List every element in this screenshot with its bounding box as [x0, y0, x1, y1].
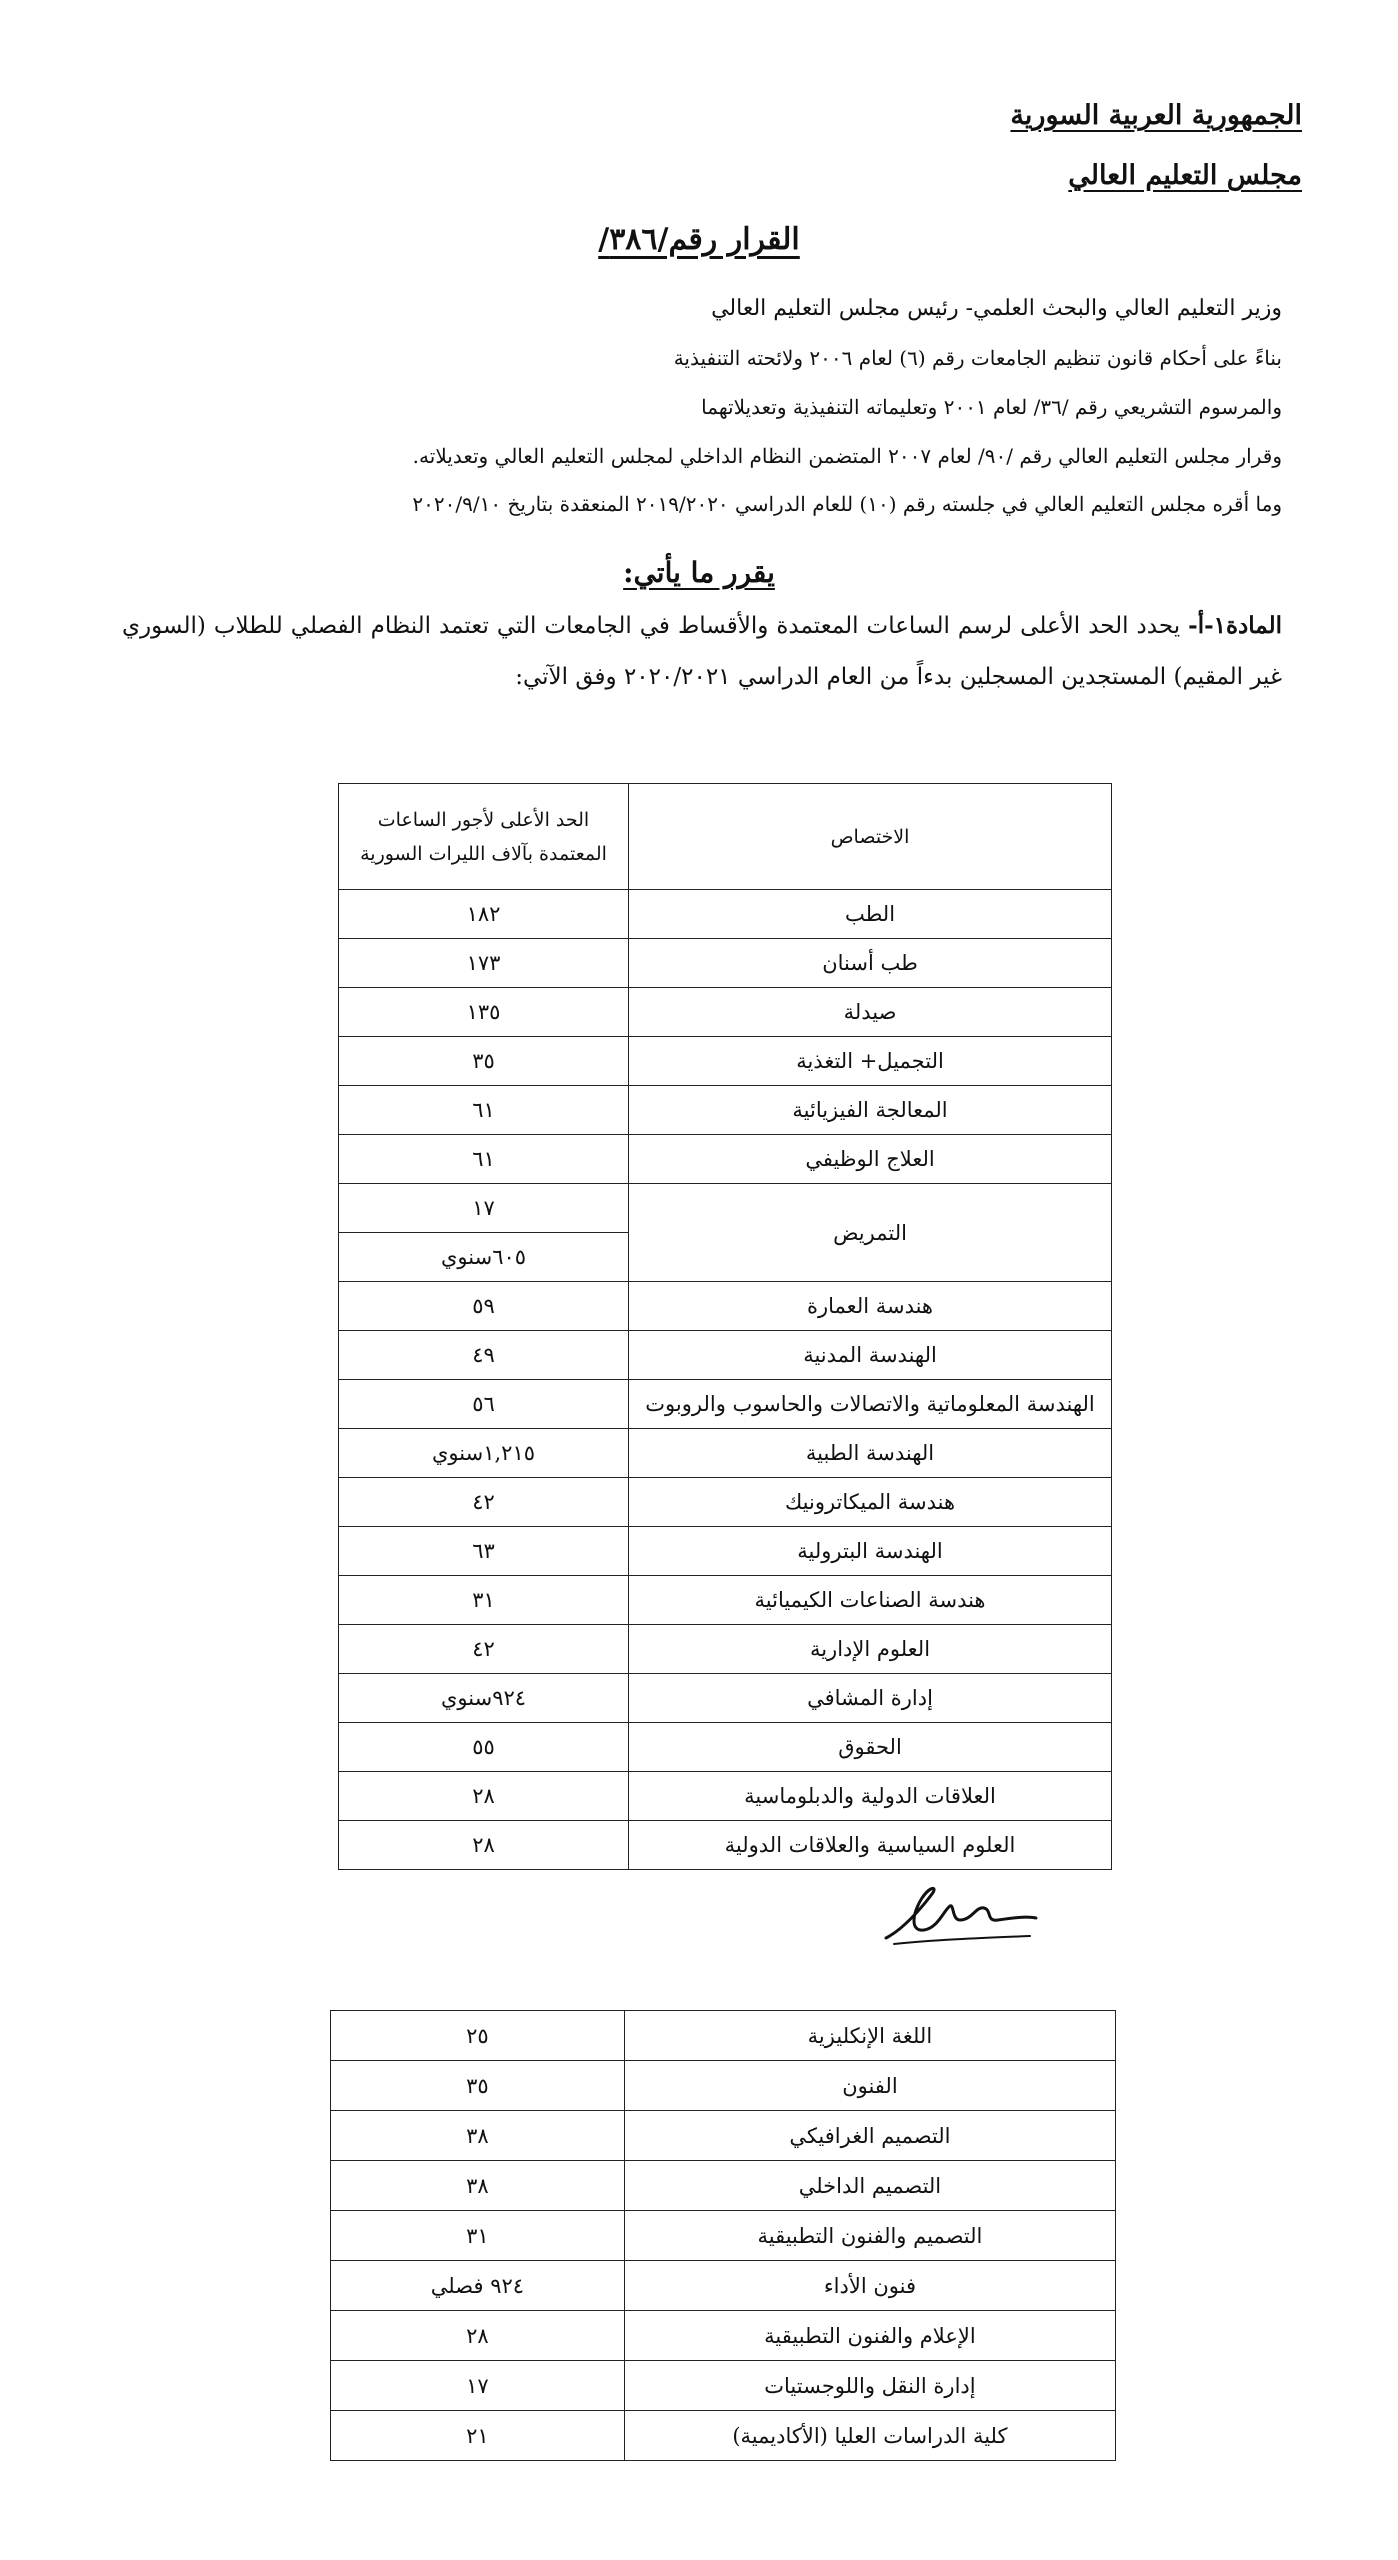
- table-row: [339, 1086, 1112, 1135]
- table-row: [331, 2111, 1116, 2161]
- table-row: [331, 2161, 1116, 2211]
- column-header-max-fee-line1: الحد الأعلى لأجور الساعات: [377, 808, 590, 831]
- specialization-cell: التصميم الغرافيكي: [624, 2111, 1115, 2161]
- fee-cell: ٥٦: [339, 1380, 629, 1429]
- column-header-max-fee-line2: المعتمدة بآلاف الليرات السورية: [360, 842, 607, 865]
- table-row: [331, 2411, 1116, 2461]
- specialization-cell: الهندسة المعلوماتية والاتصالات والحاسوب والروبوت: [629, 1380, 1112, 1429]
- consideration-3: وقرار مجلس التعليم العالي رقم /٩٠/ لعام ٢٠٠٧ المتضمن النظام الداخلي لمجلس التعليم العالي وتعديلاته.: [412, 444, 1282, 468]
- table-row: [331, 2211, 1116, 2261]
- table-row: [339, 1135, 1112, 1184]
- table-row: [339, 939, 1112, 988]
- fee-cell-annual: ٦٠٥سنوي: [339, 1233, 629, 1282]
- table-row: [331, 2361, 1116, 2411]
- table-row: [331, 2011, 1116, 2061]
- specialization-cell: إدارة النقل واللوجستيات: [624, 2361, 1115, 2411]
- specialization-cell: التصميم الداخلي: [624, 2161, 1115, 2211]
- fee-cell: ٤٢: [339, 1625, 629, 1674]
- fee-cell: ٩٢٤سنوي: [339, 1674, 629, 1723]
- table-row: [339, 1772, 1112, 1821]
- table-row: [339, 1625, 1112, 1674]
- specialization-cell: الهندسة البترولية: [629, 1527, 1112, 1576]
- fee-cell: ١٧: [339, 1184, 629, 1233]
- specialization-cell: المعالجة الفيزيائية: [629, 1086, 1112, 1135]
- fee-cell: ٢٨: [331, 2311, 625, 2361]
- signature: [880, 1880, 1040, 1950]
- table-row: [339, 1674, 1112, 1723]
- specialization-cell: إدارة المشافي: [629, 1674, 1112, 1723]
- fee-cell: ٢٨: [339, 1772, 629, 1821]
- specialization-cell: فنون الأداء: [624, 2261, 1115, 2311]
- specialization-cell: الفنون: [624, 2061, 1115, 2111]
- article-1a: [122, 600, 1282, 703]
- fee-cell: ٦٣: [339, 1527, 629, 1576]
- fee-cell: ٣١: [331, 2211, 625, 2261]
- table-row: [339, 1478, 1112, 1527]
- fee-cell: ٣٨: [331, 2111, 625, 2161]
- fee-cell: ٤٩: [339, 1331, 629, 1380]
- fee-cell: ٢٨: [339, 1821, 629, 1870]
- specialization-cell: العلوم السياسية والعلاقات الدولية: [629, 1821, 1112, 1870]
- table-row: [339, 890, 1112, 939]
- specialization-cell: اللغة الإنكليزية: [624, 2011, 1115, 2061]
- table-row: [339, 1380, 1112, 1429]
- table-row: [339, 1429, 1112, 1478]
- council-heading: مجلس التعليم العالي: [1068, 160, 1302, 191]
- specialization-cell: كلية الدراسات العليا (الأكاديمية): [624, 2411, 1115, 2461]
- specialization-cell: العلوم الإدارية: [629, 1625, 1112, 1674]
- table-row: [339, 1331, 1112, 1380]
- fee-cell: ١٣٥: [339, 988, 629, 1037]
- specialization-cell: هندسة الميكاترونيك: [629, 1478, 1112, 1527]
- fees-table-1: [338, 783, 1112, 1870]
- table-row: [331, 2261, 1116, 2311]
- specialization-cell: الهندسة المدنية: [629, 1331, 1112, 1380]
- fees-table-2: [330, 2010, 1116, 2461]
- consideration-1: بناءً على أحكام قانون تنظيم الجامعات رقم (٦) لعام ٢٠٠٦ ولائحته التنفيذية: [673, 346, 1282, 370]
- fee-cell: ١٨٢: [339, 890, 629, 939]
- fee-cell: ٦١: [339, 1086, 629, 1135]
- table-row: [339, 1821, 1112, 1870]
- specialization-cell: الطب: [629, 890, 1112, 939]
- country-heading: الجمهورية العربية السورية: [1010, 100, 1302, 131]
- fee-cell: ٤٢: [339, 1478, 629, 1527]
- fee-cell: ١٧٣: [339, 939, 629, 988]
- table-header-row: [339, 784, 1112, 890]
- fee-cell: ٣١: [339, 1576, 629, 1625]
- decree-title: القرار رقم/٣٨٦/: [598, 222, 800, 257]
- fee-cell: ٢٥: [331, 2011, 625, 2061]
- table-row: [339, 1037, 1112, 1086]
- column-header-max-fee: [339, 784, 629, 890]
- specialization-cell: هندسة العمارة: [629, 1282, 1112, 1331]
- fee-cell: ٥٩: [339, 1282, 629, 1331]
- specialization-cell: التصميم والفنون التطبيقية: [624, 2211, 1115, 2261]
- table-row: [339, 1723, 1112, 1772]
- fee-cell: ٣٥: [331, 2061, 625, 2111]
- fee-cell: ١٧: [331, 2361, 625, 2411]
- specialization-cell: العلاقات الدولية والدبلوماسية: [629, 1772, 1112, 1821]
- specialization-cell: الحقوق: [629, 1723, 1112, 1772]
- table-row: [339, 1527, 1112, 1576]
- table-row: [339, 988, 1112, 1037]
- specialization-cell: هندسة الصناعات الكيميائية: [629, 1576, 1112, 1625]
- article-label: المادة١-أ-: [1188, 612, 1282, 639]
- decides-heading: يقرر ما يأتي:: [623, 556, 775, 589]
- specialization-cell: طب أسنان: [629, 939, 1112, 988]
- fee-cell: ٥٥: [339, 1723, 629, 1772]
- table-row: [339, 1184, 1112, 1233]
- table-row: [339, 1576, 1112, 1625]
- column-header-specialization: الاختصاص: [629, 784, 1112, 890]
- minister-line: وزير التعليم العالي والبحث العلمي- رئيس مجلس التعليم العالي: [711, 296, 1282, 321]
- fee-cell: ٢١: [331, 2411, 625, 2461]
- specialization-cell: صيدلة: [629, 988, 1112, 1037]
- table-row: [331, 2311, 1116, 2361]
- specialization-cell: التجميل+ التغذية: [629, 1037, 1112, 1086]
- fee-cell: ٦١: [339, 1135, 629, 1184]
- article-text: يحدد الحد الأعلى لرسم الساعات المعتمدة والأقساط في الجامعات التي تعتمد النظام الفصلي للطلاب (السوري غير المقيم) المستجدين المسجلين بدءاً من العام الدراسي ٢٠٢٠/٢٠٢١ وفق الآتي:: [122, 613, 1282, 690]
- specialization-cell: التمريض: [629, 1184, 1112, 1282]
- table-row: [331, 2061, 1116, 2111]
- fee-cell: ٩٢٤ فصلي: [331, 2261, 625, 2311]
- table-row: [339, 1282, 1112, 1331]
- consideration-2: والمرسوم التشريعي رقم /٣٦/ لعام ٢٠٠١ وتعليماته التنفيذية وتعديلاتهما: [701, 395, 1282, 419]
- consideration-4: وما أقره مجلس التعليم العالي في جلسته رقم (١٠) للعام الدراسي ٢٠١٩/٢٠٢٠ المنعقدة بتاريخ ٢٠٢٠/٩/١٠: [412, 492, 1282, 516]
- specialization-cell: العلاج الوظيفي: [629, 1135, 1112, 1184]
- specialization-cell: الإعلام والفنون التطبيقية: [624, 2311, 1115, 2361]
- fee-cell: ١,٢١٥سنوي: [339, 1429, 629, 1478]
- specialization-cell: الهندسة الطبية: [629, 1429, 1112, 1478]
- fee-cell: ٣٥: [339, 1037, 629, 1086]
- fee-cell: ٣٨: [331, 2161, 625, 2211]
